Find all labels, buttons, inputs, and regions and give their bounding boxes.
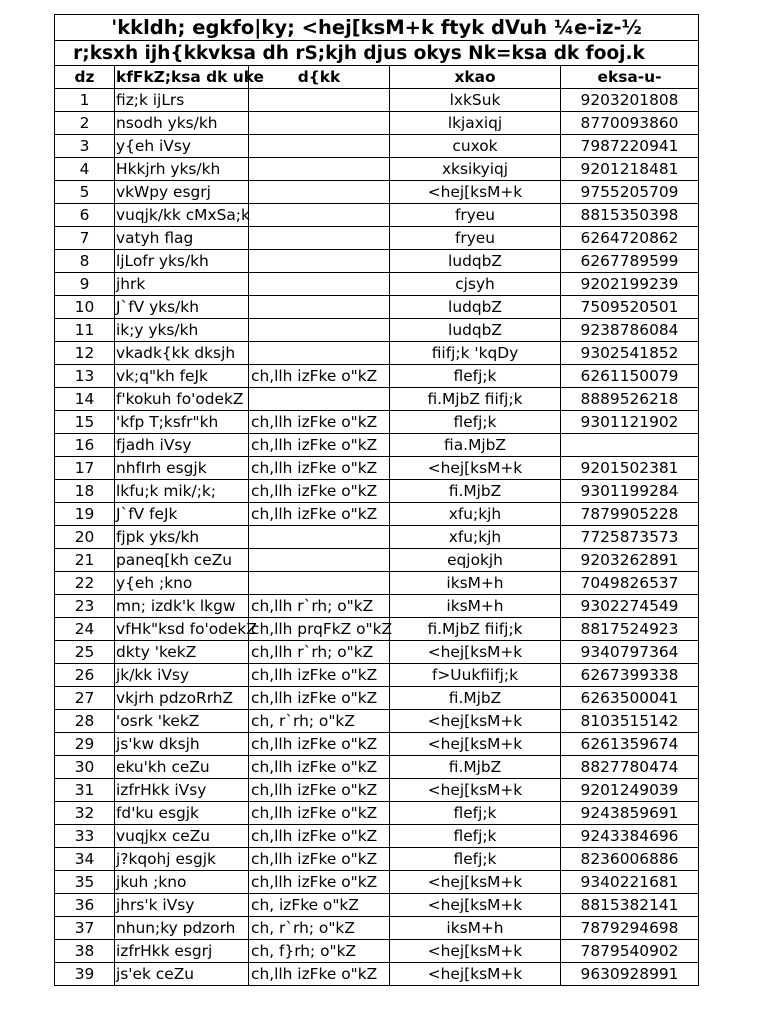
cell-name[interactable]: vkjrh pdzoRrhZ <box>115 687 249 710</box>
cell-serial[interactable]: 14 <box>55 388 115 411</box>
cell-mobile[interactable]: 8770093860 <box>561 112 699 135</box>
cell-class[interactable] <box>249 158 390 181</box>
table-row <box>55 848 699 871</box>
cell-mobile[interactable]: 7509520501 <box>561 296 699 319</box>
cell-village[interactable]: cjsyh <box>390 273 561 296</box>
col-header-serial[interactable]: dz <box>55 66 115 89</box>
cell-mobile[interactable]: 8817524923 <box>561 618 699 641</box>
sheet-subtitle[interactable] <box>55 41 699 66</box>
cell-serial[interactable]: 17 <box>55 457 115 480</box>
cell-mobile[interactable]: 9755205709 <box>561 181 699 204</box>
table-row <box>55 756 699 779</box>
cell-name[interactable]: nhfIrh esgjk <box>115 457 249 480</box>
cell-name[interactable]: lkfu;k mik/;k; <box>115 480 249 503</box>
cell-name[interactable]: jhrk <box>115 273 249 296</box>
cell-village[interactable]: fiifj;k 'kqDy <box>390 342 561 365</box>
cell-serial[interactable]: 11 <box>55 319 115 342</box>
cell-serial[interactable]: 12 <box>55 342 115 365</box>
cell-name[interactable]: j?kqohj esgjk <box>115 848 249 871</box>
cell-class[interactable] <box>249 296 390 319</box>
cell-name[interactable]: nsodh yks/kh <box>115 112 249 135</box>
cell-mobile[interactable]: 7725873573 <box>561 526 699 549</box>
cell-mobile[interactable]: 6263500041 <box>561 687 699 710</box>
cell-name[interactable]: vkadk{kk dksjh <box>115 342 249 365</box>
cell-name[interactable]: paneq[kh ceZu <box>115 549 249 572</box>
cell-serial[interactable]: 22 <box>55 572 115 595</box>
cell-mobile[interactable]: 8827780474 <box>561 756 699 779</box>
cell-class[interactable]: ch,llh izFke o"kZ <box>249 779 390 802</box>
cell-class[interactable] <box>249 135 390 158</box>
cell-mobile[interactable]: 9302274549 <box>561 595 699 618</box>
cell-class[interactable] <box>249 89 390 112</box>
cell-mobile[interactable]: 7879540902 <box>561 940 699 963</box>
cell-serial[interactable]: 18 <box>55 480 115 503</box>
table-row <box>55 825 699 848</box>
cell-village[interactable]: fia.MjbZ <box>390 434 561 457</box>
cell-name[interactable]: izfrHkk iVsy <box>115 779 249 802</box>
cell-village[interactable]: iksM+h <box>390 595 561 618</box>
table-row <box>55 710 699 733</box>
cell-class[interactable]: ch,llh r`rh; o"kZ <box>249 595 390 618</box>
cell-name[interactable]: nhun;ky pdzorh <box>115 917 249 940</box>
table-row <box>55 871 699 894</box>
cell-name[interactable]: mn; izdk'k lkgw <box>115 595 249 618</box>
cell-mobile[interactable]: 7049826537 <box>561 572 699 595</box>
cell-village[interactable]: <hej[ksM+k <box>390 457 561 480</box>
table-row <box>55 687 699 710</box>
cell-name[interactable]: ik;y yks/kh <box>115 319 249 342</box>
cell-mobile[interactable]: 8236006886 <box>561 848 699 871</box>
table-row <box>55 342 699 365</box>
cell-serial[interactable]: 7 <box>55 227 115 250</box>
cell-village[interactable]: fi.MjbZ fiifj;k <box>390 388 561 411</box>
cell-village[interactable]: fryeu <box>390 227 561 250</box>
table-row <box>55 595 699 618</box>
cell-mobile[interactable]: 6264720862 <box>561 227 699 250</box>
table-row <box>55 434 699 457</box>
cell-class[interactable]: ch,llh izFke o"kZ <box>249 503 390 526</box>
spreadsheet <box>54 14 698 986</box>
cell-serial[interactable]: 28 <box>55 710 115 733</box>
cell-serial[interactable]: 34 <box>55 848 115 871</box>
table-row <box>55 894 699 917</box>
cell-village[interactable]: lxkSuk <box>390 89 561 112</box>
cell-name[interactable]: Hkkjrh yks/kh <box>115 158 249 181</box>
cell-class[interactable]: ch,llh izFke o"kZ <box>249 411 390 434</box>
cell-mobile[interactable]: 6261150079 <box>561 365 699 388</box>
cell-name[interactable]: js'ek ceZu <box>115 963 249 986</box>
cell-village[interactable]: eqjokjh <box>390 549 561 572</box>
cell-village[interactable]: <hej[ksM+k <box>390 641 561 664</box>
cell-serial[interactable]: 39 <box>55 963 115 986</box>
cell-serial[interactable]: 3 <box>55 135 115 158</box>
table-row <box>55 779 699 802</box>
cell-serial[interactable]: 26 <box>55 664 115 687</box>
cell-serial[interactable]: 19 <box>55 503 115 526</box>
cell-mobile[interactable]: 9302541852 <box>561 342 699 365</box>
cell-village[interactable]: <hej[ksM+k <box>390 963 561 986</box>
cell-serial[interactable]: 13 <box>55 365 115 388</box>
cell-village[interactable]: flefj;k <box>390 825 561 848</box>
cell-name[interactable]: vuqjk/kk cMxSa;k <box>115 204 249 227</box>
table-row <box>55 388 699 411</box>
cell-class[interactable]: ch,llh izFke o"kZ <box>249 457 390 480</box>
cell-name[interactable]: izfrHkk esgrj <box>115 940 249 963</box>
cell-name[interactable]: f'kokuh fo'odekZ <box>115 388 249 411</box>
cell-village[interactable]: <hej[ksM+k <box>390 181 561 204</box>
cell-serial[interactable]: 30 <box>55 756 115 779</box>
table-row <box>55 641 699 664</box>
cell-village[interactable]: fi.MjbZ fiifj;k <box>390 618 561 641</box>
cell-class[interactable]: ch,llh izFke o"kZ <box>249 687 390 710</box>
cell-class[interactable]: ch, izFke o"kZ <box>249 894 390 917</box>
cell-village[interactable]: flefj;k <box>390 802 561 825</box>
cell-village[interactable]: <hej[ksM+k <box>390 940 561 963</box>
cell-name[interactable]: dkty 'kekZ <box>115 641 249 664</box>
cell-mobile[interactable]: 9340797364 <box>561 641 699 664</box>
cell-mobile[interactable]: 9201249039 <box>561 779 699 802</box>
cell-serial[interactable]: 36 <box>55 894 115 917</box>
cell-serial[interactable]: 9 <box>55 273 115 296</box>
cell-name[interactable]: js'kw dksjh <box>115 733 249 756</box>
cell-class[interactable]: ch,llh izFke o"kZ <box>249 756 390 779</box>
cell-serial[interactable]: 32 <box>55 802 115 825</box>
cell-mobile[interactable]: 9203262891 <box>561 549 699 572</box>
cell-class[interactable] <box>249 526 390 549</box>
cell-serial[interactable]: 10 <box>55 296 115 319</box>
cell-name[interactable]: J`fV yks/kh <box>115 296 249 319</box>
cell-serial[interactable]: 24 <box>55 618 115 641</box>
cell-mobile[interactable]: 9201502381 <box>561 457 699 480</box>
cell-name[interactable]: 'kfp T;ksfr"kh <box>115 411 249 434</box>
col-header-name[interactable]: kfFkZ;ksa dk uke <box>115 66 249 89</box>
cell-name[interactable]: ljLofr yks/kh <box>115 250 249 273</box>
cell-class[interactable]: ch,llh izFke o"kZ <box>249 733 390 756</box>
table-row <box>55 503 699 526</box>
cell-mobile[interactable]: 7879905228 <box>561 503 699 526</box>
cell-name[interactable]: eku'kh ceZu <box>115 756 249 779</box>
cell-village[interactable]: <hej[ksM+k <box>390 733 561 756</box>
cell-mobile[interactable]: 9201218481 <box>561 158 699 181</box>
table-row <box>55 204 699 227</box>
table-row <box>55 89 699 112</box>
cell-class[interactable] <box>249 112 390 135</box>
table-body <box>55 89 699 986</box>
cell-class[interactable] <box>249 342 390 365</box>
table-row <box>55 411 699 434</box>
cell-village[interactable]: ludqbZ <box>390 250 561 273</box>
title-row-1 <box>55 15 699 41</box>
cell-class[interactable]: ch, r`rh; o"kZ <box>249 917 390 940</box>
cell-mobile[interactable]: 6267399338 <box>561 664 699 687</box>
col-header-village[interactable]: xkao <box>390 66 561 89</box>
cell-class[interactable] <box>249 549 390 572</box>
cell-name[interactable]: jhrs'k iVsy <box>115 894 249 917</box>
cell-mobile[interactable]: 9243384696 <box>561 825 699 848</box>
cell-village[interactable]: fi.MjbZ <box>390 687 561 710</box>
cell-class[interactable]: ch,llh prqFkZ o"kZ <box>249 618 390 641</box>
cell-village[interactable]: fi.MjbZ <box>390 756 561 779</box>
cell-serial[interactable]: 25 <box>55 641 115 664</box>
cell-serial[interactable]: 2 <box>55 112 115 135</box>
cell-name[interactable]: J`fV feJk <box>115 503 249 526</box>
cell-mobile[interactable] <box>561 434 699 457</box>
cell-serial[interactable]: 35 <box>55 871 115 894</box>
cell-serial[interactable]: 31 <box>55 779 115 802</box>
cell-class[interactable] <box>249 181 390 204</box>
cell-village[interactable]: iksM+h <box>390 917 561 940</box>
table-row <box>55 296 699 319</box>
cell-name[interactable]: vk;q"kh feJk <box>115 365 249 388</box>
cell-mobile[interactable]: 7987220941 <box>561 135 699 158</box>
cell-village[interactable]: ludqbZ <box>390 319 561 342</box>
cell-serial[interactable]: 38 <box>55 940 115 963</box>
cell-name[interactable]: vfHk"ksd fo'odekZ <box>115 618 249 641</box>
cell-mobile[interactable]: 6267789599 <box>561 250 699 273</box>
cell-class[interactable] <box>249 319 390 342</box>
cell-name[interactable]: fd'ku esgjk <box>115 802 249 825</box>
cell-serial[interactable]: 5 <box>55 181 115 204</box>
cell-class[interactable]: ch,llh izFke o"kZ <box>249 434 390 457</box>
cell-serial[interactable]: 20 <box>55 526 115 549</box>
table-row <box>55 365 699 388</box>
cell-class[interactable]: ch,llh izFke o"kZ <box>249 963 390 986</box>
cell-mobile[interactable]: 8815350398 <box>561 204 699 227</box>
cell-class[interactable]: ch,llh izFke o"kZ <box>249 871 390 894</box>
cell-class[interactable]: ch,llh izFke o"kZ <box>249 802 390 825</box>
cell-serial[interactable]: 27 <box>55 687 115 710</box>
cell-serial[interactable]: 23 <box>55 595 115 618</box>
cell-mobile[interactable]: 9203201808 <box>561 89 699 112</box>
cell-class[interactable] <box>249 388 390 411</box>
cell-village[interactable]: fi.MjbZ <box>390 480 561 503</box>
cell-name[interactable]: vkWpy esgrj <box>115 181 249 204</box>
table-row <box>55 227 699 250</box>
cell-class[interactable]: ch,llh izFke o"kZ <box>249 480 390 503</box>
table-row <box>55 733 699 756</box>
cell-class[interactable]: ch, r`rh; o"kZ <box>249 710 390 733</box>
table-row <box>55 802 699 825</box>
table-row <box>55 940 699 963</box>
cell-village[interactable]: flefj;k <box>390 411 561 434</box>
cell-serial[interactable]: 4 <box>55 158 115 181</box>
title-row-2 <box>55 41 699 66</box>
table-row <box>55 273 699 296</box>
cell-village[interactable]: <hej[ksM+k <box>390 779 561 802</box>
cell-mobile[interactable]: 9301199284 <box>561 480 699 503</box>
cell-name[interactable]: fjpk yks/kh <box>115 526 249 549</box>
cell-serial[interactable]: 21 <box>55 549 115 572</box>
sheet-subtitle-text: r;ksxh ijh{kkvksa dh rS;kjh djus okys Nk=ksa dk fooj.k <box>73 42 645 64</box>
table-row <box>55 963 699 986</box>
col-header-mobile[interactable]: eksa-u- <box>561 66 699 89</box>
table-row <box>55 135 699 158</box>
cell-serial[interactable]: 6 <box>55 204 115 227</box>
cell-mobile[interactable]: 9301121902 <box>561 411 699 434</box>
cell-class[interactable] <box>249 572 390 595</box>
cell-class[interactable]: ch,llh izFke o"kZ <box>249 365 390 388</box>
cell-village[interactable]: xfu;kjh <box>390 503 561 526</box>
cell-village[interactable]: xfu;kjh <box>390 526 561 549</box>
cell-serial[interactable]: 15 <box>55 411 115 434</box>
cell-village[interactable]: flefj;k <box>390 365 561 388</box>
header-row <box>55 66 699 89</box>
cell-name[interactable]: vatyh flag <box>115 227 249 250</box>
cell-name[interactable]: jkuh ;kno <box>115 871 249 894</box>
cell-class[interactable] <box>249 250 390 273</box>
cell-class[interactable]: ch, f}rh; o"kZ <box>249 940 390 963</box>
sheet-title-text: 'kkldh; egkfo|ky; <hej[ksM+k ftyk dVuh ¼e-iz-½ <box>111 15 642 39</box>
table-row <box>55 457 699 480</box>
cell-mobile[interactable]: 6261359674 <box>561 733 699 756</box>
cell-class[interactable]: ch,llh izFke o"kZ <box>249 825 390 848</box>
cell-mobile[interactable]: 8103515142 <box>561 710 699 733</box>
table-row <box>55 526 699 549</box>
cell-village[interactable]: fryeu <box>390 204 561 227</box>
cell-name[interactable]: fjadh iVsy <box>115 434 249 457</box>
cell-mobile[interactable]: 9202199239 <box>561 273 699 296</box>
cell-village[interactable]: <hej[ksM+k <box>390 894 561 917</box>
cell-village[interactable]: xksikyiqj <box>390 158 561 181</box>
cell-serial[interactable]: 16 <box>55 434 115 457</box>
cell-village[interactable]: iksM+h <box>390 572 561 595</box>
col-header-class[interactable]: d{kk <box>249 66 390 89</box>
cell-serial[interactable]: 33 <box>55 825 115 848</box>
cell-village[interactable]: <hej[ksM+k <box>390 710 561 733</box>
cell-mobile[interactable]: 7879294698 <box>561 917 699 940</box>
cell-serial[interactable]: 29 <box>55 733 115 756</box>
cell-name[interactable]: fiz;k ijLrs <box>115 89 249 112</box>
cell-village[interactable]: f>Uukfiifj;k <box>390 664 561 687</box>
cell-mobile[interactable]: 9238786084 <box>561 319 699 342</box>
cell-serial[interactable]: 8 <box>55 250 115 273</box>
cell-name[interactable]: jk/kk iVsy <box>115 664 249 687</box>
table-row <box>55 572 699 595</box>
cell-mobile[interactable]: 9340221681 <box>561 871 699 894</box>
table-row <box>55 618 699 641</box>
cell-village[interactable]: ludqbZ <box>390 296 561 319</box>
cell-name[interactable]: 'osrk 'kekZ <box>115 710 249 733</box>
cell-serial[interactable]: 1 <box>55 89 115 112</box>
cell-class[interactable]: ch,llh izFke o"kZ <box>249 664 390 687</box>
cell-serial[interactable]: 37 <box>55 917 115 940</box>
sheet-title[interactable] <box>55 15 699 41</box>
table-row <box>55 549 699 572</box>
cell-class[interactable]: ch,llh izFke o"kZ <box>249 848 390 871</box>
table-row <box>55 480 699 503</box>
cell-name[interactable]: y{eh iVsy <box>115 135 249 158</box>
table-row <box>55 181 699 204</box>
cell-class[interactable] <box>249 204 390 227</box>
cell-mobile[interactable]: 8889526218 <box>561 388 699 411</box>
table-row <box>55 664 699 687</box>
table-row <box>55 250 699 273</box>
table-row <box>55 917 699 940</box>
cell-mobile[interactable]: 8815382141 <box>561 894 699 917</box>
cell-village[interactable]: flefj;k <box>390 848 561 871</box>
cell-mobile[interactable]: 9243859691 <box>561 802 699 825</box>
cell-village[interactable]: lkjaxiqj <box>390 112 561 135</box>
cell-village[interactable]: cuxok <box>390 135 561 158</box>
table-row <box>55 319 699 342</box>
table-row <box>55 158 699 181</box>
cell-class[interactable] <box>249 227 390 250</box>
cell-class[interactable]: ch,llh r`rh; o"kZ <box>249 641 390 664</box>
table-row <box>55 112 699 135</box>
cell-mobile[interactable]: 9630928991 <box>561 963 699 986</box>
cell-village[interactable]: <hej[ksM+k <box>390 871 561 894</box>
student-table <box>54 14 699 986</box>
cell-name[interactable]: y{eh ;kno <box>115 572 249 595</box>
cell-class[interactable] <box>249 273 390 296</box>
cell-name[interactable]: vuqjkx ceZu <box>115 825 249 848</box>
